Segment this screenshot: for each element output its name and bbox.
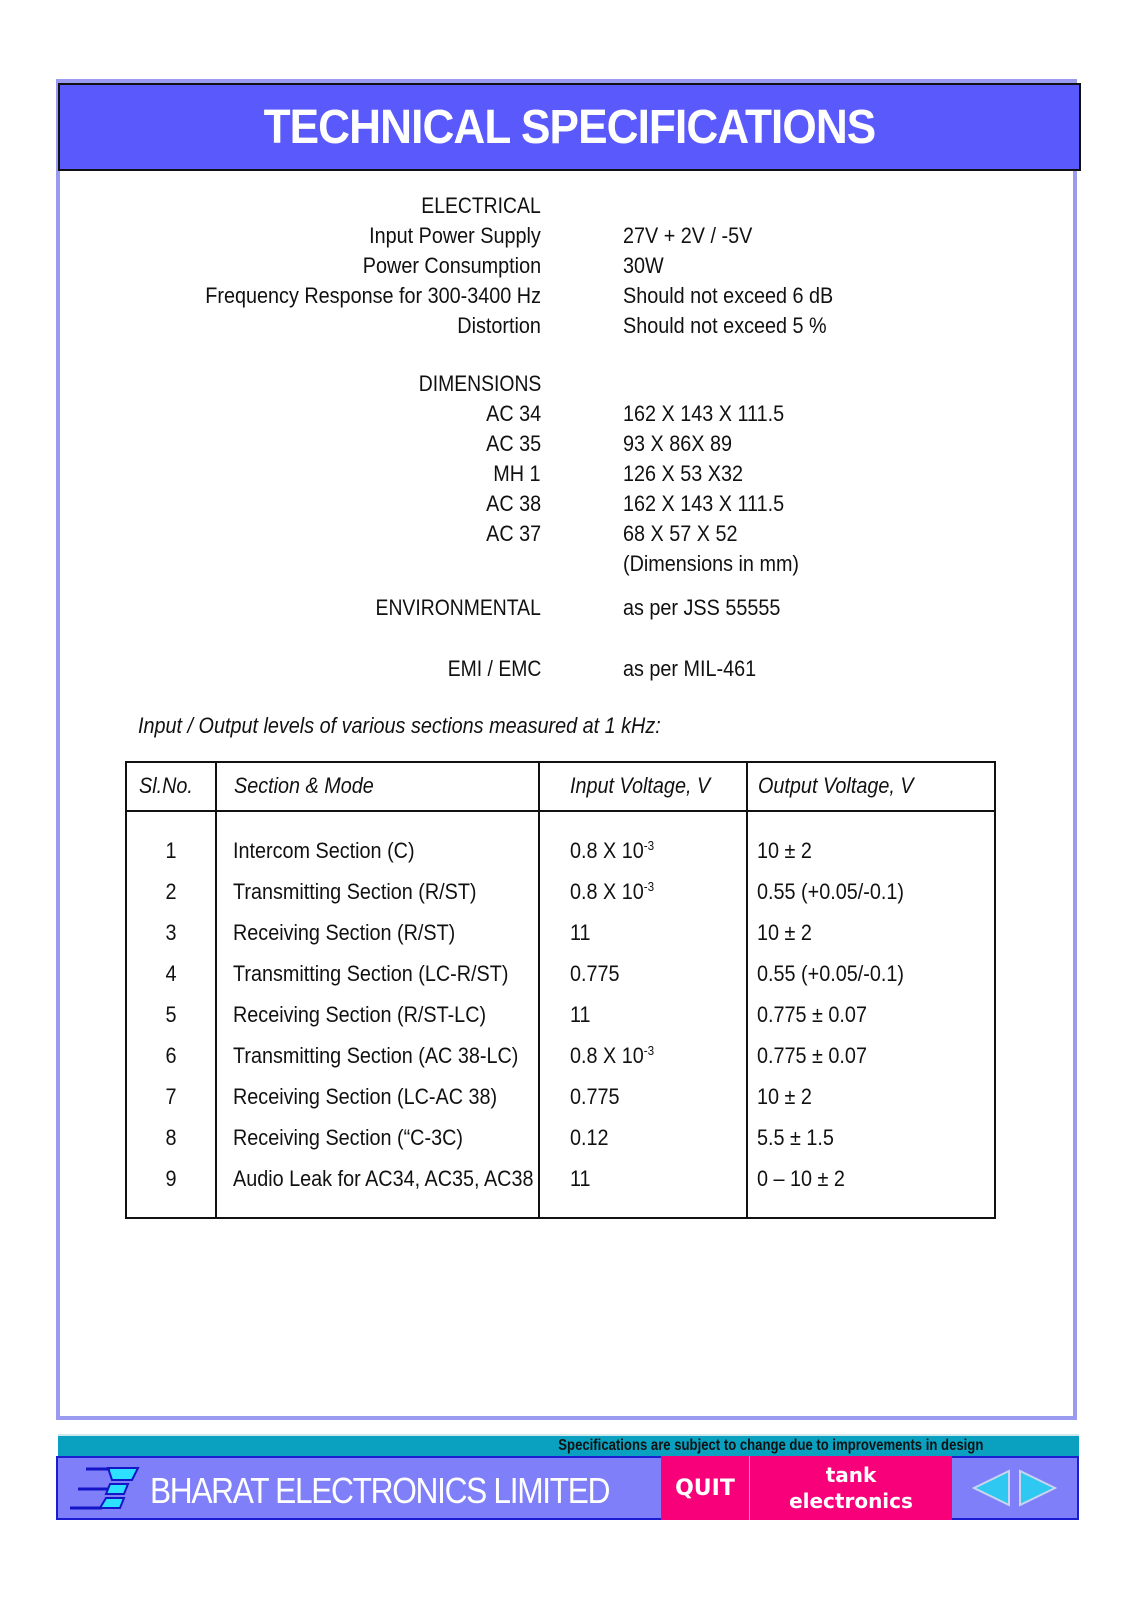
- row-number: 1: [165, 838, 177, 863]
- row-input: 11: [570, 1166, 591, 1191]
- row-output: 0.55 (+0.05/-0.1): [757, 961, 904, 986]
- spec-value: 162 X 143 X 111.5: [623, 401, 785, 426]
- row-output: 5.5 ± 1.5: [757, 1125, 834, 1150]
- disclaimer-text: Specifications are subject to change due to improvements in design: [557, 1437, 983, 1454]
- table-row: [127, 1002, 994, 1043]
- spec-label: Frequency Response for 300-3400 Hz: [205, 283, 541, 308]
- row-section: Receiving Section (“C-3C): [233, 1125, 463, 1150]
- table-row: [127, 1125, 994, 1166]
- header-divider: [127, 810, 994, 812]
- row-output: 0.775 ± 0.07: [757, 1002, 867, 1027]
- row-section: Receiving Section (R/ST): [233, 920, 456, 945]
- spec-value: 68 X 57 X 52: [623, 521, 738, 546]
- spec-label: MH 1: [493, 461, 541, 486]
- row-section: Audio Leak for AC34, AC35, AC38: [233, 1166, 534, 1191]
- row-input: 0.8 X $10^{-3}$: [570, 1043, 655, 1068]
- row-output: 10 ± 2: [757, 920, 812, 945]
- table-caption: Input / Output levels of various sections measured at 1 kHz:: [138, 713, 661, 738]
- column-header-input: Input Voltage, V: [570, 773, 711, 798]
- row-section: Transmitting Section (AC 38-LC): [233, 1043, 519, 1068]
- row-input: 0.775: [570, 961, 620, 986]
- row-section: Receiving Section (LC-AC 38): [233, 1084, 498, 1109]
- row-input: 0.12: [570, 1125, 609, 1150]
- row-output: 0.55 (+0.05/-0.1): [757, 879, 904, 904]
- quit-button[interactable]: [661, 1456, 750, 1520]
- spec-label: AC 38: [485, 491, 541, 516]
- environmental-value: as per JSS 55555: [623, 595, 781, 620]
- previous-arrow-icon[interactable]: [971, 1468, 1011, 1508]
- row-section: Receiving Section (R/ST-LC): [233, 1002, 487, 1027]
- row-number: 5: [165, 1002, 177, 1027]
- row-output: 10 ± 2: [757, 1084, 812, 1109]
- spec-row: [0, 313, 1133, 339]
- spec-label: Power Consumption: [362, 253, 541, 278]
- row-input: 0.8 X $10^{-3}$: [570, 879, 655, 904]
- row-input: 11: [570, 1002, 591, 1027]
- footer-bar: [56, 1456, 1079, 1520]
- table-row: [127, 1084, 994, 1125]
- row-output: 0 – 10 ± 2: [757, 1166, 845, 1191]
- emi-label: EMI / EMC: [447, 656, 541, 681]
- table-row: [127, 879, 994, 920]
- spec-row: [0, 431, 1133, 457]
- row-number: 7: [165, 1084, 177, 1109]
- spec-value: 27V + 2V / -5V: [623, 223, 753, 248]
- spec-row: [0, 223, 1133, 249]
- dimensions-note: (Dimensions in mm): [623, 551, 800, 576]
- environmental-row: [0, 595, 1133, 621]
- table-row: [127, 838, 994, 879]
- row-number: 6: [165, 1043, 177, 1068]
- spec-row: [0, 283, 1133, 309]
- environmental-label: ENVIRONMENTAL: [375, 595, 541, 620]
- row-section: Transmitting Section (LC-R/ST): [233, 961, 509, 986]
- spec-value: 162 X 143 X 111.5: [623, 491, 785, 516]
- row-output: 10 ± 2: [757, 838, 812, 863]
- row-input: 0.775: [570, 1084, 620, 1109]
- spec-row: [0, 491, 1133, 517]
- spec-value: 93 X 86X 89: [623, 431, 732, 456]
- column-header-slno: Sl.No.: [139, 773, 193, 798]
- row-number: 4: [165, 961, 177, 986]
- tank-label-line2: electronics: [789, 1489, 913, 1513]
- row-output: 0.775 ± 0.07: [757, 1043, 867, 1068]
- io-levels-table: [125, 761, 996, 1219]
- tank-electronics-button[interactable]: [750, 1456, 952, 1520]
- column-header-section: Section & Mode: [234, 773, 374, 798]
- table-row: [127, 961, 994, 1002]
- spec-label: AC 37: [485, 521, 541, 546]
- emi-value: as per MIL-461: [623, 656, 757, 681]
- spec-row: [0, 521, 1133, 547]
- spec-row: [0, 461, 1133, 487]
- spec-label: AC 34: [485, 401, 541, 426]
- row-section: Transmitting Section (R/ST): [233, 879, 477, 904]
- page-header: [58, 83, 1081, 171]
- spec-label: Distortion: [457, 313, 541, 338]
- row-number: 3: [165, 920, 177, 945]
- table-row: [127, 1043, 994, 1084]
- company-name: BHARAT ELECTRONICS LIMITED: [150, 1470, 610, 1511]
- bel-logo-icon: [66, 1464, 146, 1512]
- spec-label: AC 35: [485, 431, 541, 456]
- spec-label: Input Power Supply: [369, 223, 541, 248]
- table-row: [127, 920, 994, 961]
- row-input: 0.8 X $10^{-3}$: [570, 838, 655, 863]
- dimensions-heading: DIMENSIONS: [418, 371, 541, 396]
- spec-value: 30W: [623, 253, 664, 278]
- row-section: Intercom Section (C): [233, 838, 415, 863]
- column-header-output: Output Voltage, V: [758, 773, 914, 798]
- row-number: 2: [165, 879, 177, 904]
- electrical-heading: ELECTRICAL: [421, 193, 541, 218]
- emi-row: [0, 656, 1133, 682]
- spec-value: 126 X 53 X32: [623, 461, 744, 486]
- row-input: 11: [570, 920, 591, 945]
- spec-row: [0, 401, 1133, 427]
- disclaimer-band: [58, 1434, 1079, 1458]
- page-title: TECHNICAL SPECIFICATIONS: [263, 100, 876, 154]
- row-number: 8: [165, 1125, 177, 1150]
- spec-row: [0, 253, 1133, 279]
- next-arrow-icon[interactable]: [1018, 1468, 1058, 1508]
- spec-value: Should not exceed 6 dB: [623, 283, 834, 308]
- tank-label-line1: tank: [825, 1463, 877, 1487]
- table-row: [127, 1166, 994, 1207]
- quit-label: QUIT: [675, 1475, 735, 1501]
- spec-value: Should not exceed 5 %: [623, 313, 827, 338]
- row-number: 9: [165, 1166, 177, 1191]
